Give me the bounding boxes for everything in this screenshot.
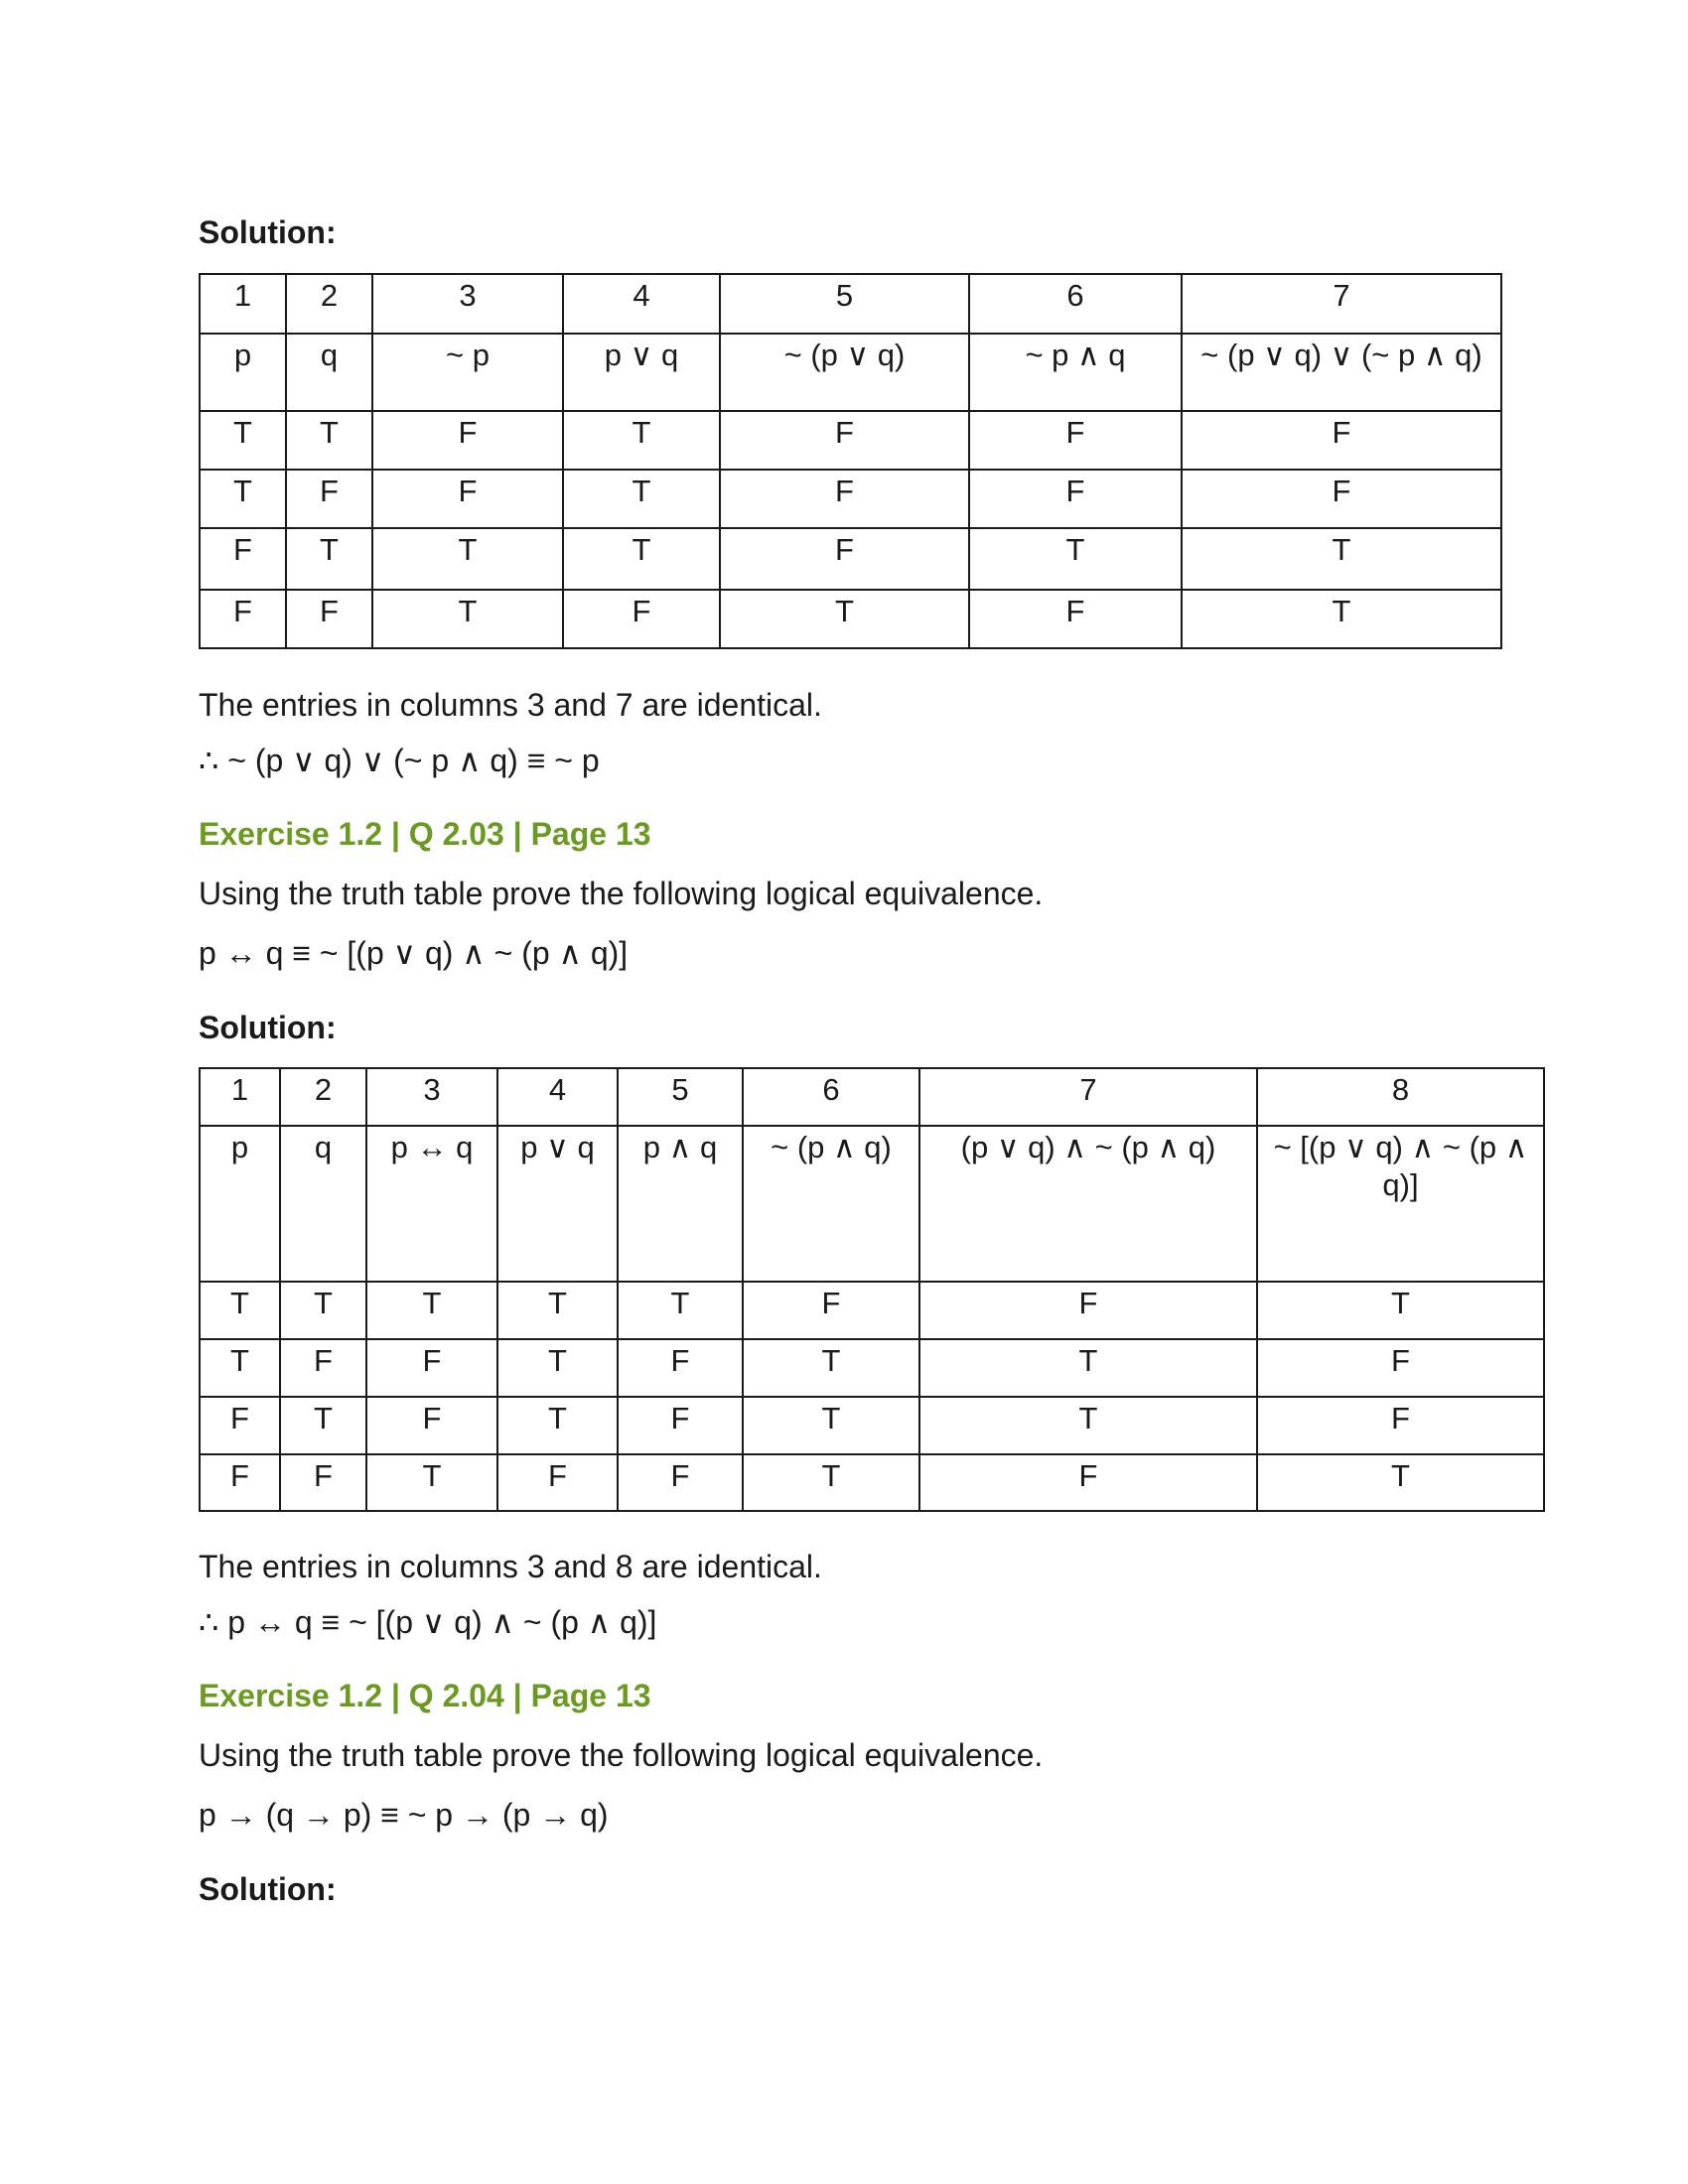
table-cell: p ∨ q <box>563 334 720 411</box>
solution-heading: Solution: <box>199 1871 337 1907</box>
exercise-heading-q2-04: Exercise 1.2 | Q 2.04 | Page 13 <box>199 1678 651 1713</box>
table-cell: T <box>200 1339 280 1397</box>
table-cell: q <box>280 1126 366 1282</box>
table-cell: T <box>372 528 563 590</box>
table-cell: 3 <box>366 1068 497 1126</box>
table-cell: F <box>286 590 372 648</box>
conclusion-statement-1: The entries in columns 3 and 7 are identical. <box>199 687 822 723</box>
table-cell: F <box>743 1282 919 1339</box>
table-cell: F <box>919 1454 1257 1511</box>
table-cell: T <box>720 590 969 648</box>
table-cell: T <box>200 1282 280 1339</box>
table-cell: 2 <box>280 1068 366 1126</box>
exercise-formula-q2-03: p ↔ q ≡ ~ [(p ∨ q) ∧ ~ (p ∧ q)] <box>199 935 629 971</box>
table-cell: T <box>200 470 286 528</box>
table-cell: F <box>969 411 1182 470</box>
table-cell: 2 <box>286 274 372 334</box>
table-cell: F <box>280 1339 366 1397</box>
exercise-formula-q2-04: p → (q → p) ≡ ~ p → (p → q) <box>199 1797 609 1833</box>
table-cell: ~ [(p ∨ q) ∧ ~ (p ∧ q)] <box>1257 1126 1544 1282</box>
table-row <box>200 1397 1544 1454</box>
table-cell: F <box>1257 1339 1544 1397</box>
table-cell: T <box>1182 590 1501 648</box>
table-cell: p ∧ q <box>618 1126 743 1282</box>
table-cell: T <box>497 1339 618 1397</box>
table-cell: q <box>286 334 372 411</box>
table-cell: F <box>919 1282 1257 1339</box>
table-cell: F <box>969 470 1182 528</box>
truth-table-2 <box>199 1067 1545 1512</box>
column-number-row <box>200 274 1501 334</box>
table-cell: T <box>919 1339 1257 1397</box>
table-cell: ~ p ∧ q <box>969 334 1182 411</box>
table-row <box>200 590 1501 648</box>
table-cell: T <box>743 1454 919 1511</box>
solution-heading: Solution: <box>199 214 337 250</box>
table-cell: T <box>497 1282 618 1339</box>
table-cell: 1 <box>200 1068 280 1126</box>
table-cell: F <box>720 470 969 528</box>
table-cell: T <box>1257 1282 1544 1339</box>
table-cell: 3 <box>372 274 563 334</box>
table-cell: 5 <box>618 1068 743 1126</box>
table-cell: ~ (p ∨ q) <box>720 334 969 411</box>
table-cell: 7 <box>1182 274 1501 334</box>
table-cell: T <box>366 1282 497 1339</box>
table-cell: 5 <box>720 274 969 334</box>
exercise-prompt-q2-04: Using the truth table prove the following logical equivalence. <box>199 1737 1044 1773</box>
table-cell: 4 <box>497 1068 618 1126</box>
table-cell: 7 <box>919 1068 1257 1126</box>
table-cell: T <box>200 411 286 470</box>
table-cell: T <box>286 411 372 470</box>
table-cell: F <box>280 1454 366 1511</box>
table-cell: T <box>366 1454 497 1511</box>
table-cell: T <box>563 411 720 470</box>
table-cell: 6 <box>969 274 1182 334</box>
table-cell: F <box>1182 411 1501 470</box>
table-row <box>200 411 1501 470</box>
table-cell: F <box>366 1339 497 1397</box>
table-cell: F <box>720 528 969 590</box>
table-cell: 8 <box>1257 1068 1544 1126</box>
table-row <box>200 1339 1544 1397</box>
table-cell: p <box>200 334 286 411</box>
table-cell: T <box>563 528 720 590</box>
table-cell: F <box>618 1454 743 1511</box>
table-cell: F <box>372 411 563 470</box>
table-cell: F <box>200 590 286 648</box>
table-cell: p ∨ q <box>497 1126 618 1282</box>
table-cell: 6 <box>743 1068 919 1126</box>
table-cell: F <box>200 528 286 590</box>
table-cell: T <box>280 1397 366 1454</box>
table-cell: F <box>286 470 372 528</box>
conclusion-result-2: ∴ p ↔ q ≡ ~ [(p ∨ q) ∧ ~ (p ∧ q)] <box>199 1604 657 1640</box>
table-cell: T <box>280 1282 366 1339</box>
table-cell: p <box>200 1126 280 1282</box>
table-cell: F <box>720 411 969 470</box>
table-cell: 1 <box>200 274 286 334</box>
conclusion-result-1: ∴ ~ (p ∨ q) ∨ (~ p ∧ q) ≡ ~ p <box>199 743 600 778</box>
table-cell: T <box>743 1339 919 1397</box>
table-cell: F <box>969 590 1182 648</box>
solution-heading: Solution: <box>199 1010 337 1045</box>
table-cell: T <box>1257 1454 1544 1511</box>
table-cell: ~ (p ∨ q) ∨ (~ p ∧ q) <box>1182 334 1501 411</box>
exercise-heading-q2-03: Exercise 1.2 | Q 2.03 | Page 13 <box>199 816 651 852</box>
table-cell: p ↔ q <box>366 1126 497 1282</box>
table-row <box>200 1454 1544 1511</box>
table-cell: F <box>200 1397 280 1454</box>
table-cell: T <box>563 470 720 528</box>
exercise-prompt-q2-03: Using the truth table prove the following logical equivalence. <box>199 876 1044 911</box>
table-cell: T <box>1182 528 1501 590</box>
table-row <box>200 1282 1544 1339</box>
table-cell: T <box>743 1397 919 1454</box>
table-cell: F <box>618 1397 743 1454</box>
table-cell: (p ∨ q) ∧ ~ (p ∧ q) <box>919 1126 1257 1282</box>
table-cell: T <box>919 1397 1257 1454</box>
table-cell: F <box>563 590 720 648</box>
table-cell: T <box>969 528 1182 590</box>
table-cell: 4 <box>563 274 720 334</box>
table-cell: T <box>286 528 372 590</box>
table-cell: ~ p <box>372 334 563 411</box>
table-cell: ~ (p ∧ q) <box>743 1126 919 1282</box>
table-row <box>200 528 1501 590</box>
table-cell: F <box>497 1454 618 1511</box>
column-number-row <box>200 1068 1544 1126</box>
table-row <box>200 470 1501 528</box>
table-cell: F <box>1182 470 1501 528</box>
table-cell: T <box>497 1397 618 1454</box>
conclusion-statement-2: The entries in columns 3 and 8 are identical. <box>199 1549 822 1584</box>
table-cell: T <box>618 1282 743 1339</box>
table-cell: F <box>618 1339 743 1397</box>
table-cell: F <box>1257 1397 1544 1454</box>
table-cell: F <box>200 1454 280 1511</box>
table-cell: T <box>372 590 563 648</box>
truth-table-1 <box>199 273 1502 649</box>
table-cell: F <box>366 1397 497 1454</box>
table-cell: F <box>372 470 563 528</box>
column-header-row <box>200 1126 1544 1282</box>
column-header-row <box>200 334 1501 411</box>
